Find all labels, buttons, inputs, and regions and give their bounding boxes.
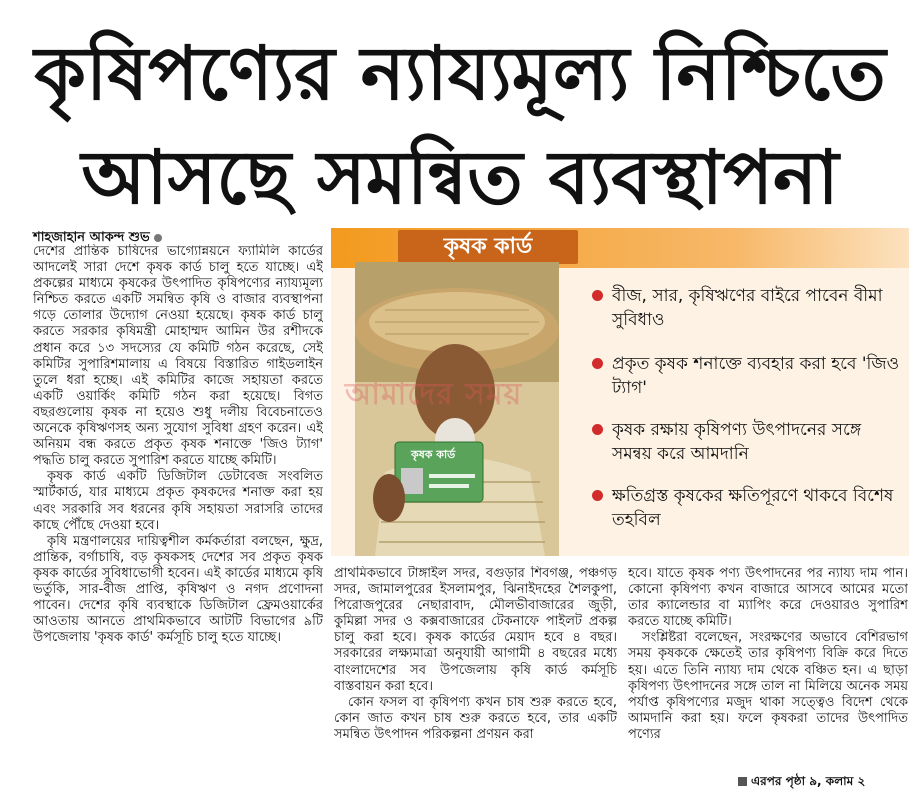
square-bullet-icon: [738, 777, 747, 786]
bullet-dot-icon: [592, 490, 603, 501]
feature-bullet: ক্ষতিগ্রস্ত কৃষকের ক্ষতিপূরণে থাকবে বিশেষ তহবিল: [592, 484, 902, 532]
feature-bullet: প্রকৃত কৃষক শনাক্তে ব্যবহার করা হবে 'জিও ট্যাগ': [592, 352, 902, 400]
paragraph: দেশের প্রান্তিক চাষিদের ভাগ্যোন্নয়নে ফ্যামিলি কার্ডের আদলেই সারা দেশে কৃষক কার্ড চালু হতে যাচ্ছে। এই প্রকল্পের মাধ্যমে কৃষকের উৎপাদিত কৃষিপণ্যের ন্যায্যমূল্য নিশ্চিত করতে একটি সমন্বিত কৃষি ও বাজার ব্যবস্থাপনা গড়ে তোলার উদ্যোগ নেওয়া হয়েছে। কৃষক কার্ড চালু করতে সরকার কৃষিমন্ত্রী মোহাম্মদ আমিন উর রশীদকে প্রধান করে ১৩ সদস্যের যে কমিটি গঠন করেছে, সেই কমিটির সুপারিশমালায় এ বিষয়ে বিস্তারিত গাইডলাইন তুলে ধরা হচ্ছে। এই কমিটির কাজে সহায়তা করতে একটি ওয়ার্কিং কমিটি গঠন করা হয়েছে। বিগত বছরগুলোয় কৃষক না হয়েও শুধু দলীয় বিবেচনাতেও অনেকে কৃষিঋণসহ অন্য সুযোগ সুবিধা গ্রহণ করেন। এই অনিয়ম বন্ধ করতে প্রকৃত কৃষক শনাক্তে 'জিও ট্যাগ' পদ্ধতি চালু করতে সুপারিশ করতে যাচ্ছে কমিটি।: [33, 244, 323, 469]
continued-notice: এরপর পৃষ্ঠা ৯, কলাম ২: [738, 773, 865, 793]
headline-line-2: আসছে সমন্বিত ব্যবস্থাপনা: [81, 135, 839, 221]
headline-line-1: কৃষিপণ্যের ন্যায্যমূল্য নিশ্চিতে: [34, 31, 886, 117]
photo-card-label: কৃষক কার্ড: [411, 448, 456, 461]
article-column-2: [334, 566, 617, 786]
feature-bullet: বীজ, সার, কৃষিঋণের বাইরে পাবেন বীমা সুবিধাও: [592, 284, 902, 332]
paragraph: কোন ফসল বা কৃষিপণ্য কখন চাষ শুরু করতে হবে, কোন জাত কখন চাষ শুরু করতে হবে, তার একটি সমন্বিত উৎপাদন পরিকল্পনা প্রণয়ন করা: [334, 694, 617, 742]
bullet-dot-icon: [592, 424, 603, 435]
paragraph: কৃষি মন্ত্রণালয়ের দায়িত্বশীল কর্মকর্তারা বলছেন, ক্ষুদ্র, প্রান্তিক, বর্গাচাষি, বড় কৃষকসহ দেশের সব প্রকৃত কৃষক কৃষক কার্ডের সুবিধাভোগী হবেন। এই কার্ডের মাধ্যমে কৃষি ভর্তুকি, সার-বীজ প্রাপ্তি, কৃষিঋণ ও নগদ প্রণোদনা পাবেন। দেশের কৃষি ব্যবস্থাকে ডিজিটাল ফ্রেমওয়ার্কের আওতায় আনতে প্রাথমিকভাবে আটটি বিভাগের ৯টি উপজেলায় 'কৃষক কার্ড' কর্মসূচি চালু হতে যাচ্ছে।: [33, 533, 323, 646]
article-column-1: [33, 244, 323, 784]
paragraph: হবে। যাতে কৃষক পণ্য উৎপাদনের পর ন্যায্য দাম পান। কোনো কৃষিপণ্য কখন বাজারে আসবে আমের মতো তার ক্যালেন্ডার বা ম্যাপিং করে দেওয়ারও সুপারিশ করতে যাচ্ছে কমিটি।: [628, 566, 908, 630]
paragraph: সংশ্লিষ্টরা বলেছেন, সংরক্ষণের অভাবে বেশিরভাগ সময় কৃষককে ক্ষেতেই তার কৃষিপণ্য বিক্রি করে দিতে হয়। এতে তিনি ন্যায্য দাম থেকে বঞ্চিত হন। এ ছাড়া কৃষিপণ্য উৎপাদনের সঙ্গে তাল না মিলিয়ে অনেক সময় পর্যাপ্ত কৃষিপণ্যের মজুদ থাকা সত্ত্বেও বিদেশ থেকে আমদানি করা হয়। ফলে কৃষকরা তাদের উৎপাদিত পণ্যের: [628, 630, 908, 742]
bullet-dot-icon: [592, 358, 603, 369]
author-name: শাহজাহান আকন্দ শুভ: [33, 230, 150, 245]
feature-bullet: কৃষক রক্ষায় কৃষিপণ্য উৎপাদনের সঙ্গে সমন্বয় করে আমদানি: [592, 418, 902, 466]
article-column-3: [628, 566, 908, 786]
feature-box-title: কৃষক কার্ড: [398, 230, 578, 264]
paragraph: প্রাথমিকভাবে টাঙ্গাইল সদর, বগুড়ার শিবগঞ্জ, পঞ্চগড় সদর, জামালপুরের ইসলামপুর, ঝিনাইদহের শৈলকুপা, পিরোজপুরের নেছারাবাদ, মৌলভীবাজারের জুড়ী, কুমিল্লা সদর ও কক্সবাজারের টেকনাফে পাইলট প্রকল্প চালু করা হবে। কৃষক কার্ডের মেয়াদ হবে ৪ বছর। সরকারের লক্ষ্যমাত্রা অনুযায়ী আগামী ৪ বছরের মধ্যে বাংলাদেশের সব উপজেলায় কৃষি কার্ড কর্মসূচি বাস্তবায়ন করা হবে।: [334, 566, 617, 694]
paragraph: কৃষক কার্ড একটি ডিজিটাল ডেটাবেজ সংবলিত স্মার্টকার্ড, যার মাধ্যমে প্রকৃত কৃষকদের শনাক্ত করা হয় এবং সরকারি সব ধরনের কৃষি সহায়তা সরাসরি তাদের কাছে পৌঁছে দেওয়া হবে।: [33, 469, 323, 533]
newspaper-watermark: আমাদের সময়: [345, 377, 523, 412]
bullet-dot-icon: [592, 290, 603, 301]
byline-dot-icon: [154, 234, 162, 242]
